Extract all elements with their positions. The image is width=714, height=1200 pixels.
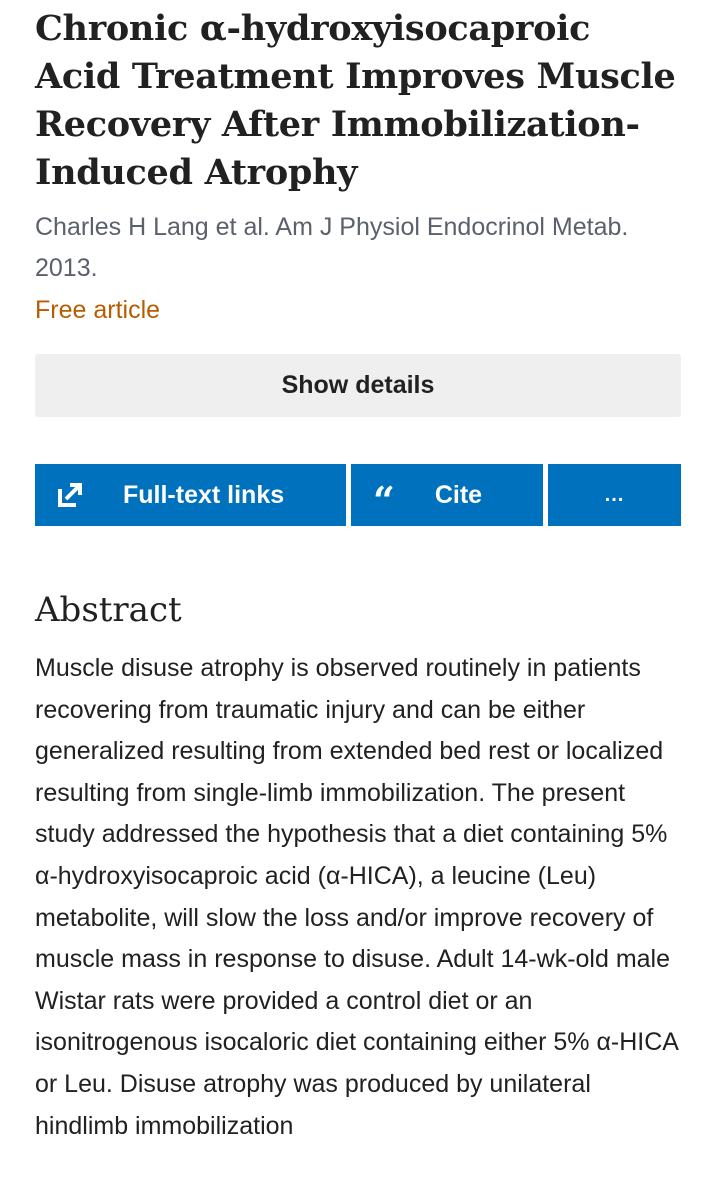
cite-button[interactable] <box>351 464 543 526</box>
free-article-badge: Free article <box>35 296 161 324</box>
article-page <box>35 0 681 1147</box>
quote-icon: “ <box>373 478 395 523</box>
cite-label: Cite <box>434 480 483 509</box>
external-link-icon <box>57 482 83 508</box>
article-actions <box>35 464 681 526</box>
full-text-links-button[interactable] <box>35 464 346 526</box>
abstract-text: Muscle disuse atrophy is observed routinely in patients recovering from traumatic injury and can be either generalized resulting from extended bed rest or localized resulting from single-limb immobilization. The present study addressed the hypothesis that a diet containing 5% α-hydroxyisocaproic acid (α-HICA), a leucine (Leu) metabolite, will slow the loss and/or improve recovery of muscle mass in response to disuse. Adult 14-wk-old male Wistar rats were provided a control diet or an isonitrogenous isocaloric diet containing either 5% α-HICA or Leu. Disuse atrophy was produced by unilateral hindlimb immobilization <box>35 654 678 1140</box>
more-options-button[interactable] <box>548 464 681 526</box>
article-citation: Charles H Lang et al. Am J Physiol Endocrinol Metab. 2013. <box>35 213 629 282</box>
full-text-links-label: Full-text links <box>123 480 285 509</box>
show-details-button[interactable] <box>35 354 681 417</box>
more-options-icon: ... <box>604 483 625 506</box>
show-details-label: Show details <box>281 371 435 399</box>
article-title: Chronic α-hydroxyisocaproic Acid Treatment Improves Muscle Recovery After Immobilization-Induced Atrophy <box>35 8 676 193</box>
abstract-heading: Abstract <box>35 590 182 630</box>
